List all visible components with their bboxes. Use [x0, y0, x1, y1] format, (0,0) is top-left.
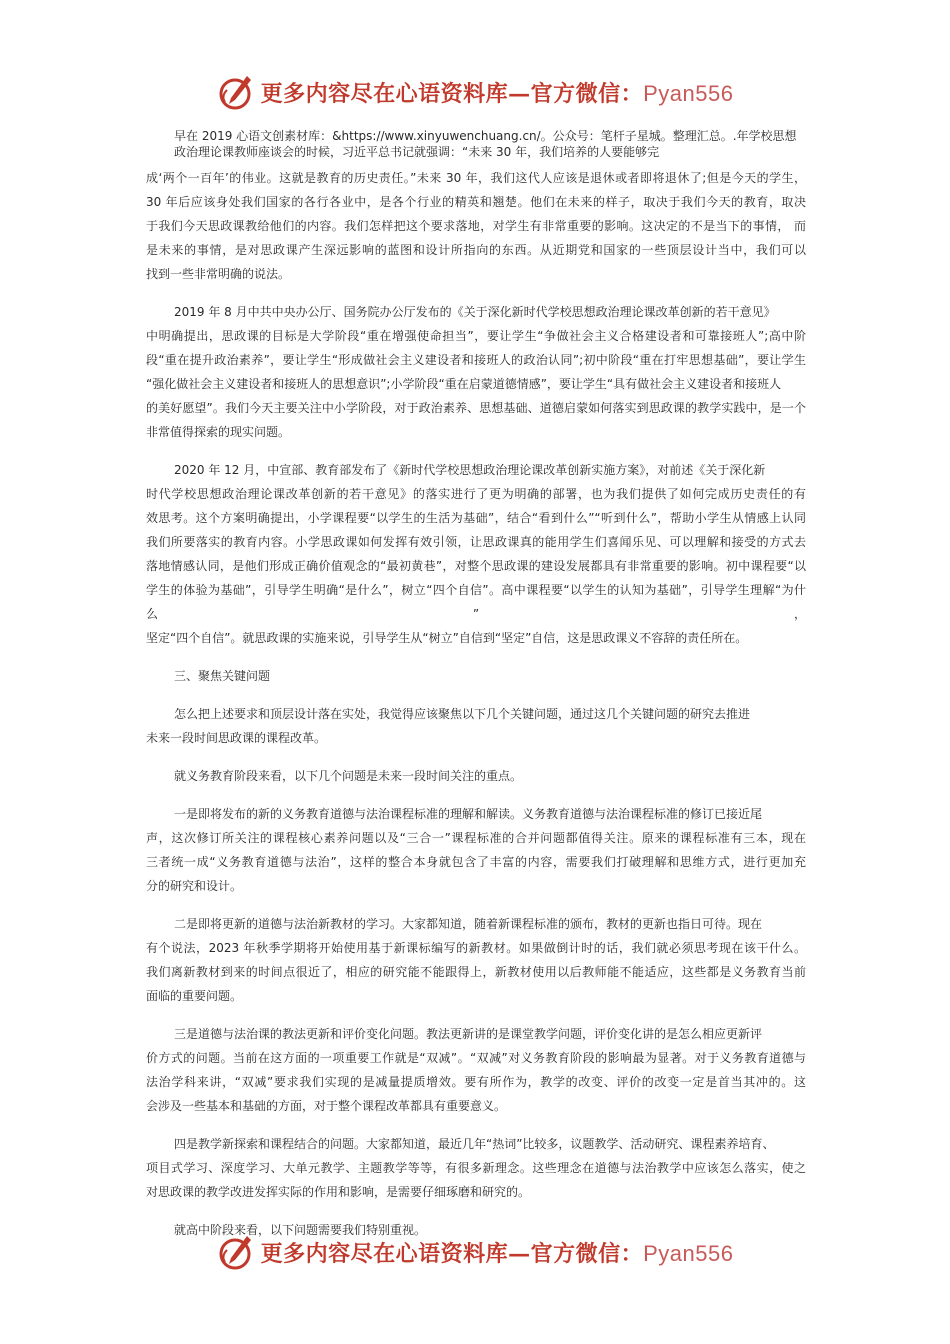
text-line: 二是即将更新的道德与法治新教材的学习。大家都知道，随着新课程标准的颁布，教材的更新也指日可待。现在 [174, 917, 763, 931]
text-line: 成‘两个一百年’的伟业。这就是教育的历史责任。”未来 30 年，我们这代人应该是退休或者即将退休了;但是今天的学生， [146, 171, 806, 185]
text-line: 未来一段时间思政课的课程改革。 [146, 731, 327, 745]
text-line: 我们所要落实的教育内容。小学思政课如何发挥有效引领，让思政课真的能用学生们喜闻乐见、可以理解和接受的方式去 [146, 535, 806, 549]
banner-text: 更多内容尽在心语资料库—官方微信：Pyan556 [260, 1240, 734, 1267]
paragraph [146, 300, 806, 444]
text-line: 价方式的问题。当前在这方面的一项重要工作就是“双减”。“双减”对义务教育阶段的影响最为显著。对于义务教育道德与 [146, 1051, 806, 1065]
paragraph [146, 1132, 806, 1204]
document-body [146, 128, 806, 1256]
text-line: 政治理论课教师座谈会的时候，习近平总书记就强调：“未来 30 年，我们培养的人要能够完 [174, 145, 660, 159]
text-line: 2019 年 8 月中共中央办公厅、国务院办公厅发布的《关于深化新时代学校思想政治理论课改革创新的若干意见》 [174, 305, 776, 319]
banner-text: 更多内容尽在心语资料库—官方微信：Pyan556 [260, 80, 734, 107]
text-line: 分的研究和设计。 [146, 879, 243, 893]
paragraph [146, 702, 806, 750]
text-line: 于我们今天思政课教给他们的内容。我们怎样把这个要求落地，对学生有非常重要的影响。这决定的不是当下的事情， 而 [146, 219, 806, 233]
text-line: 对思政课的教学改进发挥实际的作用和影响，是需要仔细琢磨和研究的。 [146, 1185, 531, 1199]
text-line: 是未来的事情，是对思政课产生深远影响的蓝图和设计所指向的东西。从近期党和国家的一些顶层设计当中，我们可以 [146, 243, 806, 257]
text-line: 坚定“四个自信”。就思政课的实施来说，引导学生从“树立”自信到“坚定”自信，这是思政课义不容辞的责任所在。 [146, 631, 748, 645]
text-line: 有个说法，2023 年秋季学期将开始使用基于新课标编写的新教材。如果做倒计时的话，我们就必须思考现在该干什么。 [146, 941, 806, 955]
text-line: “强化做社会主义建设者和接班人的思想意识”;小学阶段“重在启蒙道德情感”，要让学生“具有做社会主义建设者和接班人 [146, 377, 782, 391]
text-line: 的美好愿望”。我们今天主要关注中小学阶段，对于政治素养、思想基础、道德启蒙如何落实到思政课的教学实践中，是一个 [146, 401, 806, 415]
text-line: 怎么把上述要求和顶层设计落在实处，我觉得应该聚焦以下几个关键问题，通过这几个关键问题的研究去推进 [174, 707, 751, 721]
text-line: 早在 2019 心语文创素材库：&https://www.xinyuwenchuang.cn/。公众号：笔杆子星城。整理汇总。.年学校思想 [174, 129, 797, 143]
quill-logo-icon [217, 72, 257, 112]
paragraph [146, 764, 806, 788]
text-line: 30 年后应该身处我们国家的各行各业中，是各个行业的精英和翘楚。他们在未来的样子，取决于我们今天的教育，取决 [146, 195, 806, 209]
text-line: 找到一些非常明确的说法。 [146, 267, 291, 281]
paragraph [146, 1022, 806, 1118]
text-line: 段“重在提升政治素养”，要让学生“形成做社会主义建设者和接班人的政治认同”;初中阶段“重在打牢思想基础”，要让学生 [146, 353, 806, 367]
text-line: 三者统一成“义务教育道德与法治”，这样的整合本身就包含了丰富的内容，需要我们打破理解和思维方式，进行更加充 [146, 855, 806, 869]
wechat-id: Pyan556 [643, 80, 734, 106]
text-line: 我们离新教材到来的时间点很近了，相应的研究能不能跟得上，新教材使用以后教师能不能适应，这些都是义务教育当前 [146, 965, 806, 979]
paragraph [146, 458, 806, 650]
text-line: 声，这次修订所关注的课程核心素养问题以及“三合一”课程标准的合并问题都值得关注。原来的课程标准有三本，现在 [146, 831, 806, 845]
section-heading [146, 664, 806, 688]
text-line: 一是即将发布的新的义务教育道德与法治课程标准的理解和解读。义务教育道德与法治课程标准的修订已接近尾 [174, 807, 763, 821]
text-line: 落地情感认同，是他们形成正确价值观念的“最初黄巷”，对整个思政课的建设发展都具有非常重要的影响。初中课程要“以 [146, 559, 806, 573]
text-line: 就高中阶段来看，以下问题需要我们特别重视。 [174, 1223, 427, 1237]
text-line: 2020 年 12 月，中宣部、教育部发布了《新时代学校思想政治理论课改革创新实施方案》，对前述《关于深化新 [174, 463, 766, 477]
paragraph-intro [146, 128, 806, 160]
text-line: 就义务教育阶段来看，以下几个问题是未来一段时间关注的重点。 [174, 769, 523, 783]
header-banner [0, 72, 950, 112]
text-line: 四是教学新探索和课程结合的问题。大家都知道，最近几年“热词”比较多，议题教学、活动研究、课程素养培育、 [174, 1137, 775, 1151]
text-line: 非常值得探索的现实问题。 [146, 425, 291, 439]
text-line: 法治学科来讲，“双减”要求我们实现的是减量提质增效。要有所作为，教学的改变、评价的改变一定是首当其冲的。这 [146, 1075, 806, 1089]
paragraph [146, 166, 806, 286]
wechat-id: Pyan556 [643, 1240, 734, 1266]
paragraph [146, 802, 806, 898]
text-line: 时代学校思想政治理论课改革创新的若干意见》的落实进行了更为明确的部署，也为我们提供了如何完成历史责任的有 [146, 487, 806, 501]
quill-logo-icon [217, 1232, 257, 1272]
text-line: 面临的重要问题。 [146, 989, 243, 1003]
text-line: 会涉及一些基本和基础的方面，对于整个课程改革都具有重要意义。 [146, 1099, 507, 1113]
text-line: 中明确提出，思政课的目标是大学阶段“重在增强使命担当”，要让学生“争做社会主义合格建设者和可靠接班人”;高中阶 [146, 329, 806, 343]
heading-text: 三、聚焦关键问题 [174, 669, 271, 683]
text-line: 项目式学习、深度学习、大单元教学、主题教学等等，有很多新理念。这些理念在道德与法治教学中应该怎么落实，使之 [146, 1161, 806, 1175]
paragraph [146, 912, 806, 1008]
text-line: 学生的体验为基础”，引导学生明确“是什么”，树立“四个自信”。高中课程要“以学生的认知为基础”，引导学生理解“为什么”， [146, 583, 806, 621]
text-line: 效思考。这个方案明确提出，小学课程要“以学生的生活为基础”，结合“看到什么”“听到什么”，帮助小学生从情感上认同 [146, 511, 806, 525]
text-line: 三是道德与法治课的教法更新和评价变化问题。教法更新讲的是课堂教学问题，评价变化讲的是怎么相应更新评 [174, 1027, 763, 1041]
footer-banner [0, 1232, 950, 1272]
